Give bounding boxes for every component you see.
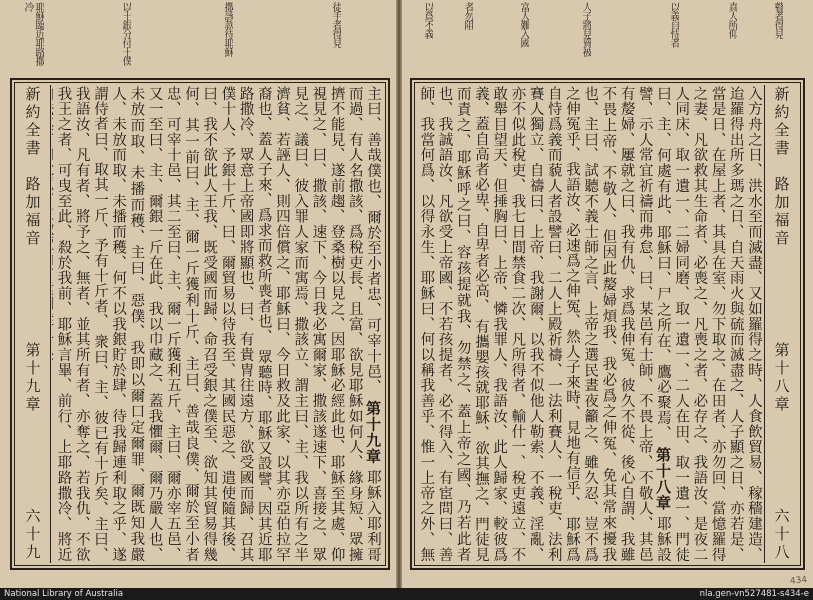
chapter-label: 第十八章 xyxy=(772,342,791,414)
margin-note: 人子將見賣被 xyxy=(580,2,591,56)
text-column: 有攜嬰孩就耶穌、欲其撫之、門徒見而責之、耶穌呼之曰、容孩提就我、勿禁之、蓋上帝之國、乃若此者也、我誠語汝、凡欲受上帝國、不若孩提者、必不得入、有宦問曰、善師、我當何爲、以得永生、耶穌曰、何以稱我善乎、惟一上帝之外、無 xyxy=(418,86,489,562)
margin-note: 以義自恃者 xyxy=(668,2,679,47)
page-number: 六十九 xyxy=(23,508,42,562)
margin-note: 真人所仰 xyxy=(726,2,737,38)
margin-note: 耶穌臨近耶路撒冷 xyxy=(22,2,44,65)
book-name: 路加福音 xyxy=(772,176,791,248)
text-column: 耶穌設譬、示人常宜祈禱而弗怠、曰、某邑有士師、不畏上帝、不敬人、其邑有嫠婦、屢就之曰、我有仇、求爲我伸冤、彼久不從、後心自謂、我雖不畏上帝、不敬人、但因此嫠婦煩我、我必爲之伸冤、免其常來擾我也、主曰、試聽不義士師之言、上帝之選民晝夜籲之、雖久忍、豈不爲之伸冤乎、我語汝、必速爲之伸冤、然人子來時、見地有信乎、 xyxy=(563,86,671,562)
text-column: 入方舟之日、洪水至而滅盡、又如羅得之時、人食飲貿易、稼穡建造、迨羅得出所多瑪之日、自天雨火與硫而滅盡之、人子顯之日、亦若是、當是日、在屋上者、其具在室、勿下取之、在田者、亦勿回、當憶羅得之妻、凡欲救其生命者、必喪之、凡喪之者、必存之、我語汝、是夜二人同床、取一遺一、二婦同磨、取一遺一、二人在田、取一遺一、門徒曰、主、何處有此、耶穌曰、尸之所在、鷹必聚焉、 xyxy=(654,86,762,562)
text-column: 主曰、善哉僕也、爾於至小者忠、可宰十邑、 xyxy=(365,86,381,395)
margin-note: 撒該款待耶穌 xyxy=(222,2,233,56)
footer-identifier: nla.gen-vn527481-s434-e xyxy=(699,589,809,599)
chapter-heading: 第十九章 xyxy=(364,400,382,465)
footer-bar xyxy=(0,588,813,600)
text-column: 眾聽時、耶穌又設譬、因其近耶路撒冷、眾意上帝國即將顯也、曰、有貴冑往遠方、欲受國而歸、召其僕十人、予銀十斤、曰、爾貿易以待我至、其國民惡之、遣使隨其後、曰、我不欲此人王我、既受國而歸、命召受銀之僕至、欲知其貿易得幾何、其一前曰、主、爾一斤獲利十斤、主曰、善哉良僕、爾於至小者忠、可宰十邑、其二至曰、主、爾一斤獲利五斤、主曰、爾亦宰五邑、又一至曰、主、爾銀一斤在此、我以巾藏之、蓋我懼爾、爾乃嚴人也、未放而取、未播而穫、主曰、惡僕、我即以爾口定爾罪、爾既知我嚴人、未放而取、未播而穫、何不以我銀貯於肆、待我歸連利取之乎、遂謂侍者曰、取其一斤、予有十斤者、 xyxy=(91,86,272,562)
margin-note: 者勿阻 xyxy=(462,2,473,29)
left-page xyxy=(0,0,398,588)
book-name: 路加福音 xyxy=(23,176,42,248)
text-column: 衆曰、主、彼已有十斤矣、主曰、我語汝、凡有者、將予之、無者、並其所有者、亦奪之、若我仇、不欲我王之者、可曳至此、殺於我前、耶穌言畢、前行、上耶路撒冷、將近 xyxy=(55,86,108,562)
pencil-page-mark: 434 xyxy=(789,575,808,587)
page-number: 六十八 xyxy=(772,508,791,562)
left-running-head xyxy=(20,86,46,562)
footer-credit: National Library of Australia xyxy=(4,589,124,599)
book-gutter xyxy=(396,0,402,588)
margin-note: 以爲不義 xyxy=(422,2,433,38)
right-running-head xyxy=(769,86,795,562)
chapter-heading: 第十八章 xyxy=(653,446,672,511)
running-title: 新約全書 xyxy=(772,86,791,158)
chapter-label: 第十九章 xyxy=(23,342,42,414)
right-top-notes xyxy=(400,2,813,72)
right-text-block xyxy=(410,78,805,570)
margin-note: 瞽者得見 xyxy=(772,2,783,38)
left-top-notes xyxy=(0,2,398,72)
margin-note: 富人難入國 xyxy=(518,2,529,47)
column-rule xyxy=(764,85,765,563)
running-title: 新約全書 xyxy=(23,86,42,158)
text-column: 耶穌入耶利哥而過、有人名撒該、爲稅吏長、且富、欲見耶穌如何人、緣身短、眾擁擠不能見、遂前趨、登桑樹以見之、因耶穌必經此也、耶穌至其處、仰視見之、曰、撒該、速下、今日我必寓爾家、撒該遂速下、喜接之、眾見之、議曰、彼入罪人家而寓焉、撒該立、謂主曰、主、我以所有之半濟貧、若誣人、則四倍償之、耶穌曰、今日救及此家、以其亦亞伯拉罕裔也、蓋人子來、爲求而救所喪者也、 xyxy=(255,86,381,562)
text-column: 耶穌爲自恃爲義而藐人者設譬曰、二人上殿祈禱、一法利賽人、一稅吏、法利賽人獨立、自禱曰、上帝、我謝爾、以我不似他人勒索、不義、淫亂、亦不似此稅吏、我七日間禁食二次、凡所得者、輸什一、稅吏遠立、不敢舉目望天、但捶胸曰、上帝、憐我罪人、我語汝、此人歸家、較彼爲義、蓋自高者必卑、自卑者必高、 xyxy=(472,86,580,562)
left-body-text xyxy=(52,86,382,562)
column-rule xyxy=(50,85,51,563)
left-text-block xyxy=(10,78,390,570)
margin-note: 徒手者得見 xyxy=(330,2,341,47)
right-body-text xyxy=(418,86,763,562)
right-page xyxy=(400,0,813,588)
margin-note: 以十銀分付十僕 xyxy=(120,2,131,65)
